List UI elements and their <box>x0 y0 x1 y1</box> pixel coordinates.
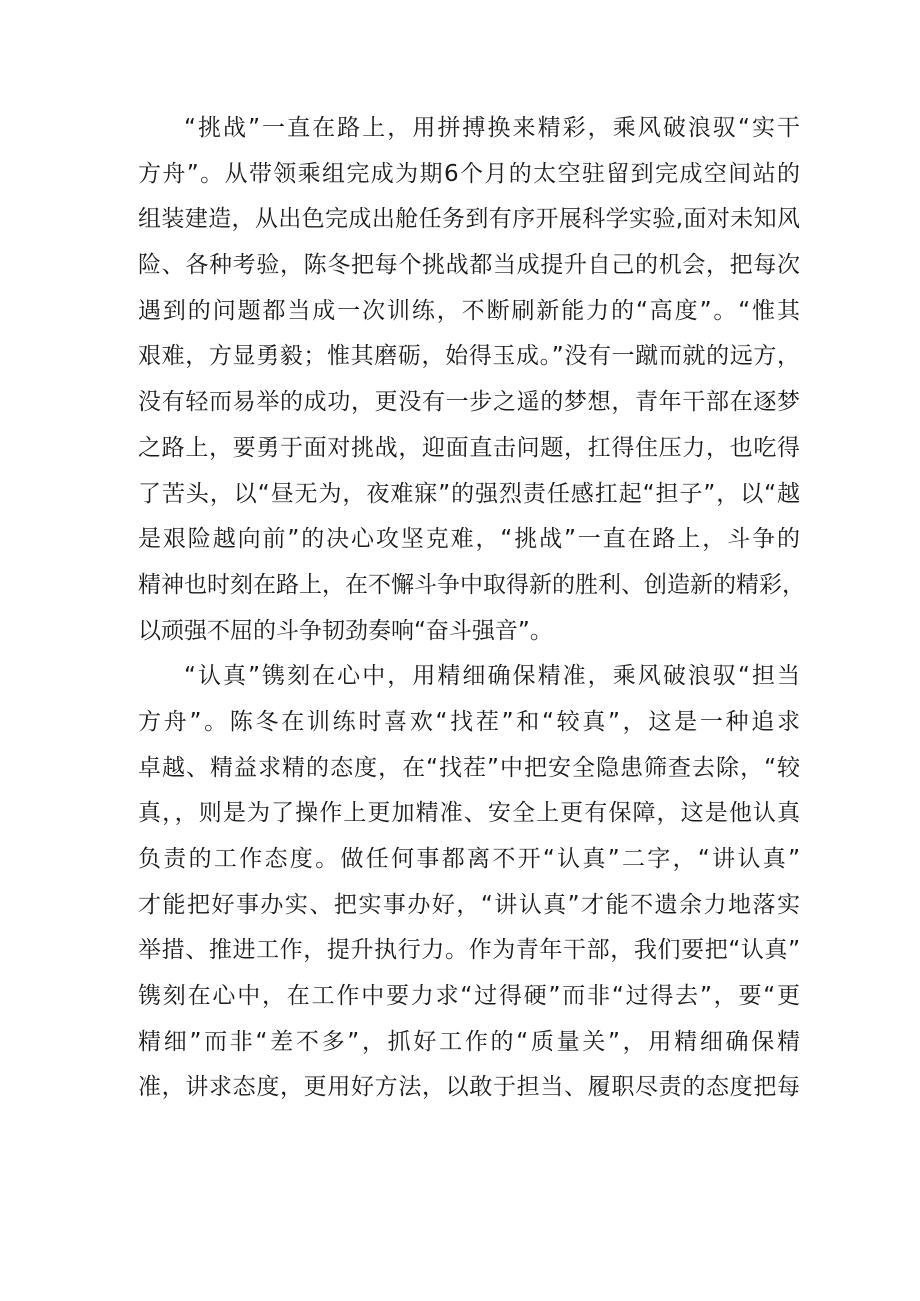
paragraph-line: 卓越、精益求精的态度，在“找茬”中把安全隐患筛查去除，“较 <box>138 754 800 781</box>
paragraph-line: 精细”而非“差不多”，抓好工作的“质量关”，用精细确保精 <box>138 1028 800 1055</box>
paragraph-earnest <box>138 654 800 1111</box>
paragraph-line: 艰难，方显勇毅；惟其磨砺，始得玉成。”没有一蹴而就的远方， <box>138 343 800 370</box>
paragraph-line: 遇到的问题都当成一次训练，不断刷新能力的“高度”。“惟其 <box>138 297 800 324</box>
paragraph-line: 方舟”。从带领乘组完成为期6个月的太空驻留到完成空间站的 <box>138 160 800 187</box>
paragraph-line: 镌刻在心中，在工作中要力求“过得硬”而非“过得去”，要“更 <box>138 983 800 1010</box>
paragraph-line: 险、各种考验，陈冬把每个挑战都当成提升自己的机会，把每次 <box>138 252 800 279</box>
paragraph-line: 以顽强不屈的斗争韧劲奏响“奋斗强音”。 <box>138 617 553 644</box>
paragraph-challenge <box>138 106 805 654</box>
paragraph-line: 准，讲求态度，更用好方法，以敢于担当、履职尽责的态度把每 <box>138 1074 800 1101</box>
paragraph-line: 是艰险越向前”的决心攻坚克难，“挑战”一直在路上，斗争的 <box>138 526 800 553</box>
paragraph-line: 真，，则是为了操作上更加精准、安全上更有保障，这是他认真 <box>138 800 800 827</box>
paragraph-line: 了苦头，以“昼无为，夜难寐”的强烈责任感扛起“担子”，以“越 <box>138 480 800 507</box>
paragraph-line: 举措、推进工作，提升执行力。作为青年干部，我们要把“认真” <box>138 937 800 964</box>
paragraph-line: “认真”镌刻在心中，用精细确保精准，乘风破浪驭“担当 <box>184 663 800 690</box>
paragraph-line: 组装建造，从出色完成出舱任务到有序开展科学实验,面对未知风 <box>138 206 800 233</box>
document-body <box>138 106 805 1111</box>
paragraph-line: 方舟”。陈冬在训练时喜欢“找茬”和“较真”，这是一种追求 <box>138 708 800 735</box>
paragraph-line: 之路上，要勇于面对挑战，迎面直击问题，扛得住压力，也吃得 <box>138 434 800 461</box>
paragraph-line: 没有轻而易举的成功，更没有一步之遥的梦想，青年干部在逐梦 <box>138 389 800 416</box>
paragraph-line: 负责的工作态度。做任何事都离不开“认真”二字，“讲认真” <box>138 846 800 872</box>
paragraph-line: 精神也时刻在路上，在不懈斗争中取得新的胜利、创造新的精彩， <box>138 571 805 598</box>
paragraph-line: 才能把好事办实、把实事办好，“讲认真”才能不遗余力地落实 <box>138 891 800 918</box>
paragraph-line: “挑战”一直在路上，用拼搏换来精彩，乘风破浪驭“实干 <box>184 115 800 141</box>
